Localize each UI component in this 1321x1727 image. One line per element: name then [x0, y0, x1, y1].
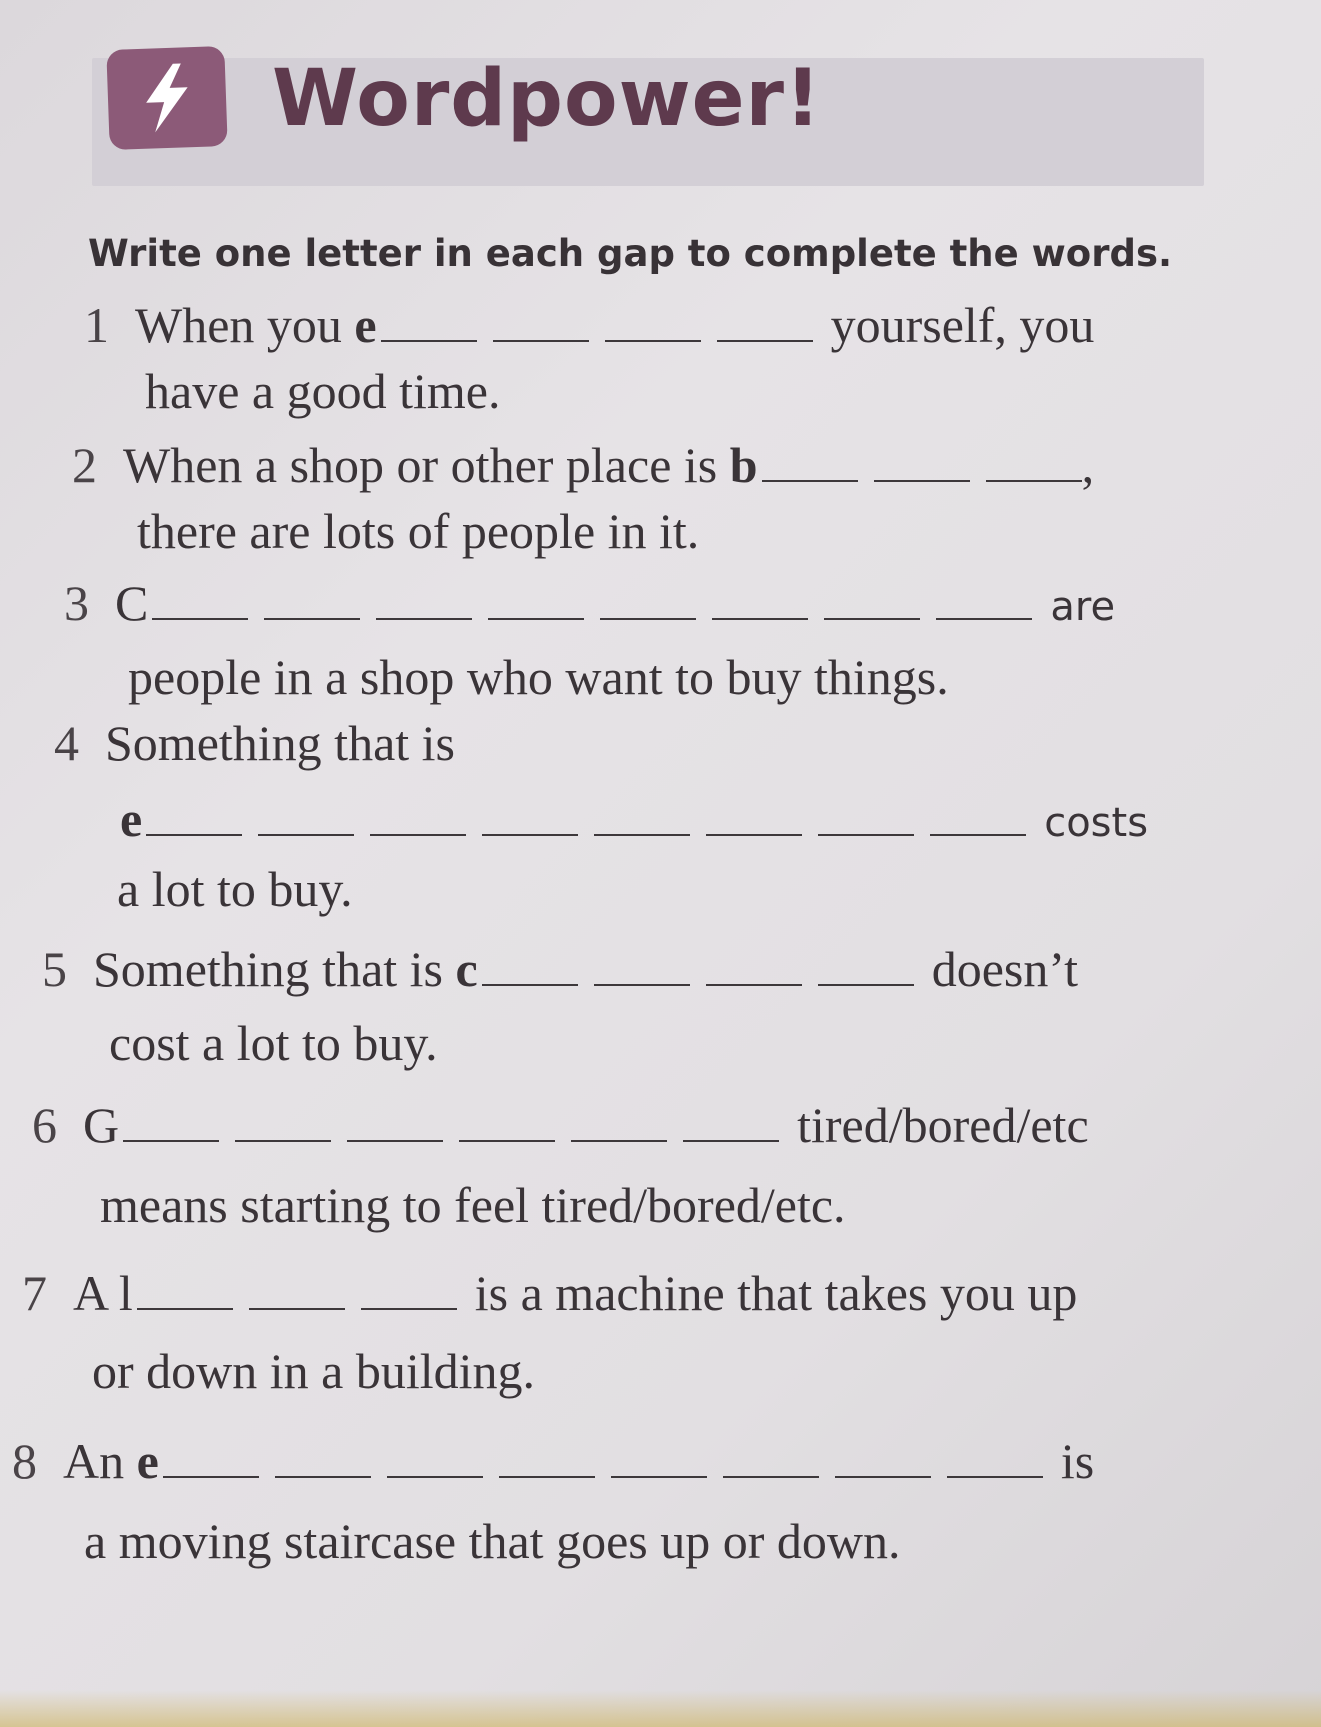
item-2-line-1 — [72, 437, 1095, 493]
letter-gap[interactable] — [163, 1476, 259, 1478]
letter-gap[interactable] — [387, 1476, 483, 1478]
first-letter: G — [83, 1097, 120, 1153]
first-letter: e — [120, 791, 143, 847]
letter-gap[interactable] — [493, 340, 589, 342]
letter-gap[interactable] — [762, 480, 858, 482]
first-letter: b — [729, 437, 758, 493]
item-4-line-2: a lot to buy. — [117, 861, 353, 917]
letter-gap[interactable] — [376, 618, 472, 620]
item-number: 4 — [54, 715, 79, 771]
item-text-end: , — [1081, 437, 1095, 493]
letter-gap[interactable] — [249, 1308, 345, 1310]
letter-gap[interactable] — [571, 1140, 667, 1142]
letter-gap[interactable] — [137, 1308, 233, 1310]
letter-gap[interactable] — [824, 618, 920, 620]
letter-gap[interactable] — [361, 1308, 457, 1310]
letter-gap[interactable] — [818, 834, 914, 836]
item-number: 6 — [32, 1097, 57, 1153]
item-8-line-2: a moving staircase that goes up or down. — [84, 1513, 901, 1569]
letter-gap[interactable] — [347, 1140, 443, 1142]
letter-gap[interactable] — [611, 1476, 707, 1478]
item-3-line-1 — [64, 575, 1116, 631]
letter-gap[interactable] — [459, 1140, 555, 1142]
letter-gap[interactable] — [275, 1476, 371, 1478]
lightning-bolt-icon — [106, 46, 227, 150]
letter-gap[interactable] — [936, 618, 1032, 620]
item-number: 1 — [84, 297, 109, 353]
item-1-line-1 — [84, 297, 1095, 353]
item-number: 8 — [12, 1433, 37, 1489]
item-5-line-1 — [42, 941, 1078, 997]
item-5-line-2: cost a lot to buy. — [109, 1015, 438, 1071]
item-7-line-1 — [22, 1265, 1078, 1321]
item-6-line-2: means starting to feel tired/bored/etc. — [100, 1177, 846, 1233]
letter-gap[interactable] — [605, 340, 701, 342]
page-title: Wordpower! — [272, 54, 822, 144]
item-text: Something that is — [93, 941, 443, 997]
item-3-line-2: people in a shop who want to buy things. — [128, 649, 949, 705]
item-6-line-1 — [32, 1097, 1089, 1153]
letter-gap[interactable] — [986, 480, 1082, 482]
item-number: 7 — [22, 1265, 47, 1321]
item-2-line-2: there are lots of people in it. — [137, 503, 700, 559]
letter-gap[interactable] — [706, 984, 802, 986]
letter-gap[interactable] — [381, 340, 477, 342]
item-number: 3 — [64, 575, 89, 631]
letter-gap[interactable] — [146, 834, 242, 836]
instruction-text: Write one letter in each gap to complete the words. — [88, 232, 1173, 275]
item-text-end: are — [1050, 584, 1116, 630]
item-text-end: doesn’t — [931, 941, 1078, 997]
first-letter: C — [115, 575, 149, 631]
item-4-line-1 — [54, 715, 455, 771]
item-text-end: yourself, you — [830, 297, 1095, 353]
letter-gap[interactable] — [235, 1140, 331, 1142]
item-text-end: costs — [1044, 800, 1149, 846]
letter-gap[interactable] — [488, 618, 584, 620]
letter-gap[interactable] — [264, 618, 360, 620]
letter-gap[interactable] — [258, 834, 354, 836]
letter-gap[interactable] — [874, 480, 970, 482]
item-number: 5 — [42, 941, 67, 997]
letter-gap[interactable] — [723, 1476, 819, 1478]
first-letter: e — [354, 297, 377, 353]
letter-gap[interactable] — [594, 834, 690, 836]
item-7-line-2: or down in a building. — [92, 1343, 536, 1399]
first-letter: l — [118, 1265, 133, 1321]
first-letter: c — [455, 941, 478, 997]
bottom-edge — [0, 1690, 1321, 1727]
letter-gap[interactable] — [152, 618, 248, 620]
letter-gap[interactable] — [370, 834, 466, 836]
item-text: Something that is — [105, 715, 455, 771]
first-letter: e — [136, 1433, 159, 1489]
letter-gap[interactable] — [930, 834, 1026, 836]
letter-gap[interactable] — [717, 340, 813, 342]
item-text-end: tired/bored/etc — [797, 1097, 1089, 1153]
item-text: When you — [135, 297, 342, 353]
item-8-line-1 — [12, 1433, 1095, 1489]
letter-gap[interactable] — [594, 984, 690, 986]
item-text-end: is a machine that takes you up — [474, 1265, 1078, 1321]
letter-gap[interactable] — [482, 984, 578, 986]
item-text: When a shop or other place is — [123, 437, 718, 493]
letter-gap[interactable] — [712, 618, 808, 620]
item-text: A — [73, 1265, 107, 1321]
letter-gap[interactable] — [947, 1476, 1043, 1478]
letter-gap[interactable] — [482, 834, 578, 836]
letter-gap[interactable] — [683, 1140, 779, 1142]
item-text-end: is — [1060, 1433, 1095, 1489]
item-text: An — [63, 1433, 125, 1489]
item-1-line-2: have a good time. — [145, 363, 501, 419]
letter-gap[interactable] — [123, 1140, 219, 1142]
item-4-gap-line — [120, 791, 1149, 847]
letter-gap[interactable] — [499, 1476, 595, 1478]
letter-gap[interactable] — [600, 618, 696, 620]
item-number: 2 — [72, 437, 97, 493]
letter-gap[interactable] — [706, 834, 802, 836]
letter-gap[interactable] — [835, 1476, 931, 1478]
letter-gap[interactable] — [818, 984, 914, 986]
